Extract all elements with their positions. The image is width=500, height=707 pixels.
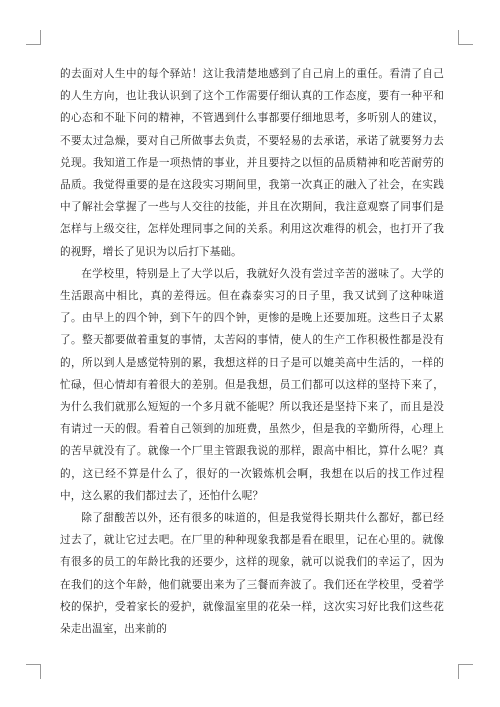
crop-mark-bottom-left [26,664,41,679]
crop-mark-top-left [26,30,41,45]
paragraph-1: 的去面对人生中的每个驿站！这让我清楚地感到了自己肩上的重任。看清了自己的人生方向，也让我认识到了这个工作需要仔细认真的工作态度，要有一种平和的心态和不耻下问的精神，不管遇到什么事都要仔细地思考，多听别人的建议，不要太过急燥，要对自己所做事去负责，不要轻易的去承诺，承诺了就要努力去兑现。我知道工作是一项热情的事业，并且要持之以恒的品质精神和吃苦耐劳的品质。我觉得重要的是在这段实习期间里，我第一次真正的融入了社会，在实践中了解社会掌握了一些与人交往的技能，并且在次期间，我注意观察了同事们是怎样与上级交往，怎样处理同事之间的关系。利用这次难得的机会，也打开了我的视野，增长了见识为以后打下基础。 [60,68,444,258]
document-body [60,63,444,640]
crop-mark-top-right [458,30,473,45]
crop-mark-bottom-right [458,664,473,679]
paragraph-2: 在学校里，特别是上了大学以后，我就好久没有尝过辛苦的滋味了。大学的生活跟高中相比，真的差得远。但在森泰实习的日子里，我又试到了这种味道了。由早上的四个钟，到下午的四个钟，更惨的是晚上还要加班。这些日子太累了。整天都要做着重复的事情，太苦闷的事情，使人的生产工作积极性都是没有的，所以到人是感觉特别的累，我想这样的日子是可以媲美高中生活的，一样的忙碌，但心情却有着很大的差别。但是我想，员工们都可以这样的坚持下来了，为什么我们就那么短短的一个多月就不能呢？所以我还是坚持下来了，而且是没有请过一天的假。看着自己领到的加班费，虽然少，但是我的辛勤所得，心理上的苦早就没有了。就像一个厂里主管跟我说的那样，跟高中相比，算什么呢？真的，这已经不算是什么了，很好的一次锻炼机会啊，我想在以后的找工作过程中，这么累的我们都过去了，还怕什么呢？ [60,267,444,502]
paragraph-3: 除了甜酸苦以外，还有很多的味道的，但是我觉得长期共什么都好，都已经过去了，就让它过去吧。在厂里的种种现象我都是看在眼里，记在心里的。就像有很多的员工的年龄比我的还要少，这样的现象，就可以说我们的幸运了，因为在我们的这个年龄，他们就要出来为了三餐而奔波了。我们还在学校里，受着学校的保护，受着家长的爱护，就像温室里的花朵一样，这次实习好比我们这些花朵走出温室，出来前的 [60,512,444,636]
